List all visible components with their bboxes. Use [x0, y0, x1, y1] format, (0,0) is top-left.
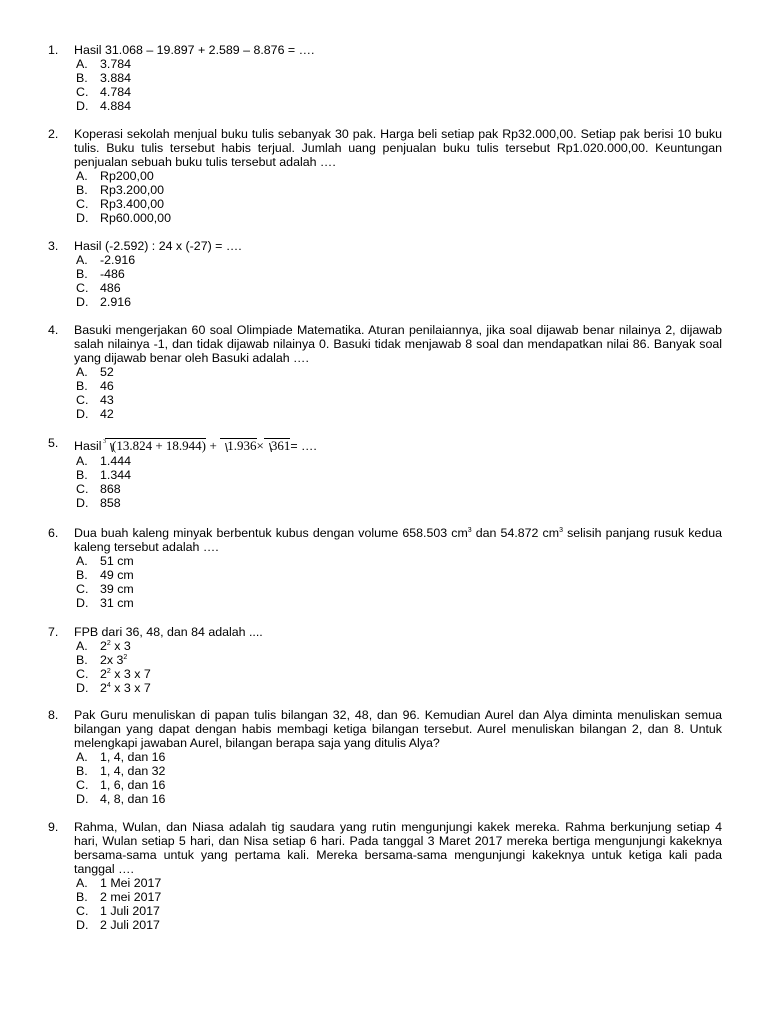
question-number: 9. — [48, 820, 59, 834]
option-c[interactable]: C. 43 — [76, 393, 114, 407]
question-4 — [48, 323, 722, 421]
question-stem: FPB dari 36, 48, dan 84 adalah .... — [74, 625, 263, 639]
question-stem: Pak Guru menuliskan di papan tulis bilangan 32, 48, dan 96. Kemudian Aurel dan Alya diminta menuliskan semua bilangan yang dapat dengan habis membagi ketiga bilangan tersebut. Aurel menuliskan bilangan 2, dan 8. Untuk melengkapi jawaban Aurel, bilangan berapa saja yang ditulis Alya? — [74, 708, 722, 750]
question-number: 6. — [48, 526, 59, 540]
option-b[interactable]: B. 1.344 — [76, 468, 132, 482]
question-stem: Basuki mengerjakan 60 soal Olimpiade Matematika. Aturan penilaiannya, jika soal dijawab benar nilainya 2, dijawab salah nilainya -1, dan tidak dijawab nilainya 0. Basuki tidak menjawab 8 soal dan mendapatkan nilai 86. Banyak soal yang dijawab benar oleh Basuki adalah …. — [74, 323, 722, 365]
option-b[interactable]: B. 3.884 — [76, 71, 132, 85]
option-d[interactable]: D. 2 Juli 2017 — [76, 918, 160, 932]
option-a[interactable]: A. -2.916 — [76, 253, 136, 267]
question-7 — [48, 625, 722, 695]
option-c[interactable]: C. 1, 6, dan 16 — [76, 778, 166, 792]
option-d[interactable]: D. 31 cm — [76, 596, 134, 610]
question-number: 7. — [48, 625, 59, 639]
option-b[interactable]: B. 2 mei 2017 — [76, 890, 162, 904]
question-1 — [48, 43, 722, 113]
option-a[interactable]: A. Rp200,00 — [76, 169, 154, 183]
option-a[interactable]: A. 1, 4, dan 16 — [76, 750, 166, 764]
option-a[interactable]: A. 52 — [76, 365, 114, 379]
option-d[interactable]: D. $2^4$ x 3 x 7 — [76, 681, 151, 695]
option-c[interactable]: C. Rp3.400,00 — [76, 197, 165, 211]
option-b[interactable]: B. 1, 4, dan 32 — [76, 764, 166, 778]
square-root-expression: 1.936 — [220, 438, 256, 452]
option-b[interactable]: B. 46 — [76, 379, 114, 393]
option-c[interactable]: C. 39 cm — [76, 582, 134, 596]
question-stem: Hasil 31.068 – 19.897 + 2.589 – 8.876 = …. — [74, 43, 315, 57]
option-d[interactable]: D. 4, 8, dan 16 — [76, 792, 166, 806]
option-c[interactable]: C. 1 Juli 2017 — [76, 904, 160, 918]
question-5 — [48, 436, 722, 510]
option-d[interactable]: D. Rp60.000,00 — [76, 211, 171, 225]
question-number: 5. — [48, 436, 59, 450]
question-6 — [48, 526, 722, 610]
question-stem: Rahma, Wulan, dan Niasa adalah tig saudara yang rutin mengunjungi kakek mereka. Rahma berkunjung setiap 4 hari, Wulan setiap 5 hari, dan Nisa setiap 6 hari. Pada tanggal 3 Maret 2017 mereka bertiga mengunjungi kakeknya bersama-sama untuk yang pertama kali. Mereka bersama-sama mengunjungi kakeknya untuk ketiga kali pada tanggal …. — [74, 820, 722, 876]
option-c[interactable]: C. 486 — [76, 281, 121, 295]
question-9 — [48, 820, 722, 932]
cube-root-expression: (13.824 + 18.944) 3 — [105, 438, 206, 452]
option-a[interactable]: A. 1 Mei 2017 — [76, 876, 162, 890]
option-a[interactable]: A. $2^2$ x 3 — [76, 639, 131, 653]
question-stem: Hasil (-2.592) : 24 x (-27) = …. — [74, 239, 242, 253]
option-c[interactable]: C. $2^2$ x 3 x 7 — [76, 667, 151, 681]
question-8 — [48, 708, 722, 806]
question-number: 2. — [48, 127, 59, 141]
question-3 — [48, 239, 722, 309]
option-c[interactable]: C. 868 — [76, 482, 121, 496]
option-b[interactable]: B. 2x $3^2$ — [76, 653, 128, 667]
option-d[interactable]: D. 858 — [76, 496, 121, 510]
option-a[interactable]: A. 1.444 — [76, 454, 132, 468]
square-root-expression: 361 — [264, 438, 291, 452]
option-d[interactable]: D. 4.884 — [76, 99, 132, 113]
question-number: 8. — [48, 708, 59, 722]
question-number: 3. — [48, 239, 59, 253]
question-number: 1. — [48, 43, 59, 57]
question-stem: Koperasi sekolah menjual buku tulis sebanyak 30 pak. Harga beli setiap pak Rp32.000,00. Setiap pak berisi 10 buku tulis. Buku tulis tersebut habis terjual. Jumlah uang penjualan buku tulis tersebut Rp1.020.000,00. Keuntungan penjualan sebuah buku tulis tersebut adalah …. — [74, 127, 722, 169]
option-c[interactable]: C. 4.784 — [76, 85, 132, 99]
option-b[interactable]: B. -486 — [76, 267, 125, 281]
question-stem: Hasil (13.824 + 18.944) 3 + 1.936× 361= …. — [74, 436, 722, 454]
option-d[interactable]: D. 42 — [76, 407, 114, 421]
option-a[interactable]: A. 3.784 — [76, 57, 132, 71]
question-stem: Dua buah kaleng minyak berbentuk kubus dengan volume 658.503 $cm^3$ dan 54.872 $cm^3$ selisih panjang rusuk kedua kaleng tersebut adalah …. — [74, 526, 722, 554]
question-2 — [48, 127, 722, 225]
option-b[interactable]: B. 49 cm — [76, 568, 134, 582]
question-number: 4. — [48, 323, 59, 337]
option-a[interactable]: A. 51 cm — [76, 554, 134, 568]
option-b[interactable]: B. Rp3.200,00 — [76, 183, 165, 197]
option-d[interactable]: D. 2.916 — [76, 295, 132, 309]
